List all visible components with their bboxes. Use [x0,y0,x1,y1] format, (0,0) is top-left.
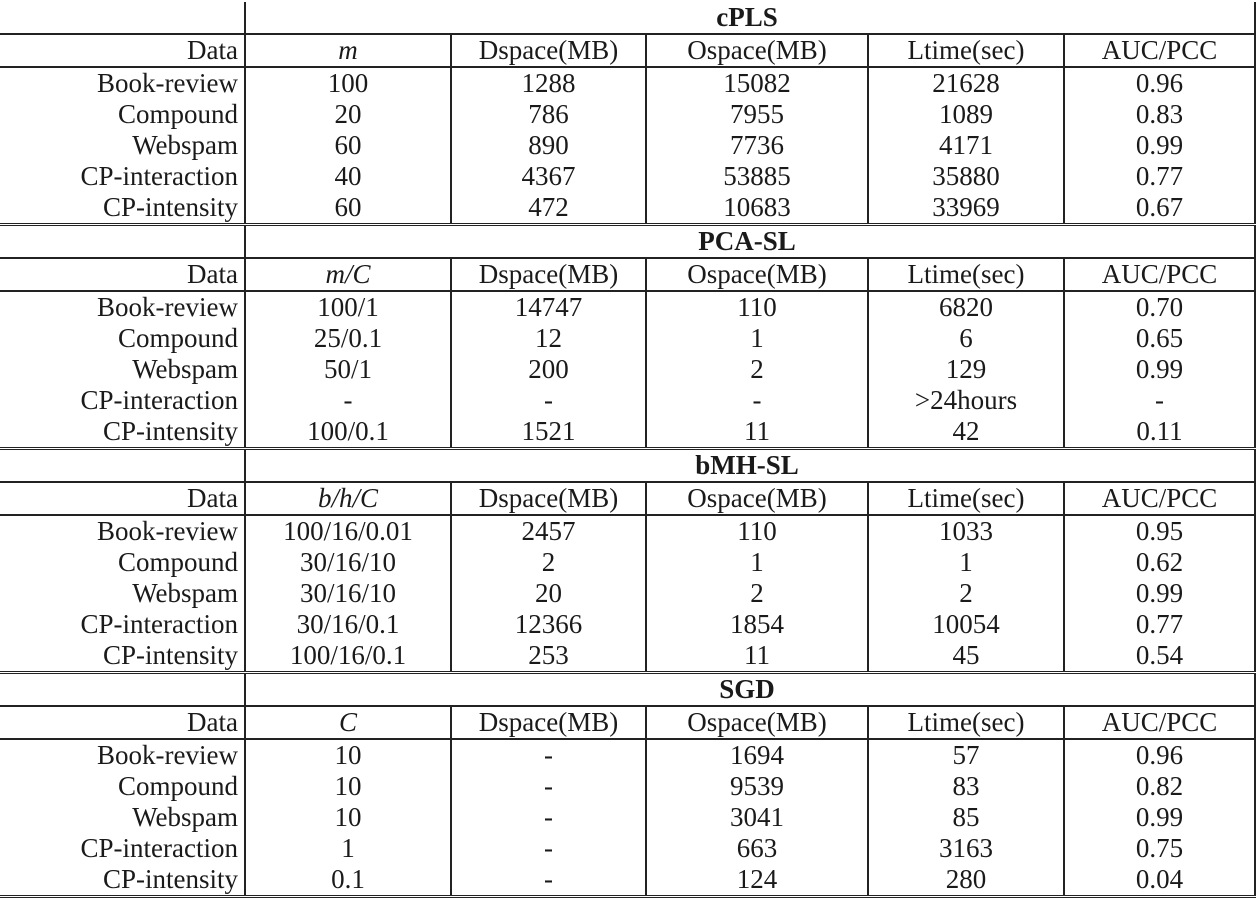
cell-auc: 0.70 [1064,291,1255,323]
cell-ospace: 1 [646,547,868,578]
cell-param: 100 [245,67,451,99]
table-row [0,385,1255,416]
cell-auc: 0.83 [1064,99,1255,130]
header-param: m/C [245,258,451,291]
header-auc: AUC/PCC [1064,482,1255,515]
section-title-row [0,449,1255,483]
cell-ltime: 10054 [868,609,1064,640]
table-row [0,640,1255,673]
header-param: m [245,34,451,67]
cell-dspace: 2457 [451,515,646,547]
column-header-row [0,258,1255,291]
cell-ospace: 53885 [646,161,868,192]
header-ospace: Ospace(MB) [646,482,868,515]
table-row [0,864,1255,897]
cell-auc: - [1064,385,1255,416]
cell-data: Compound [0,99,245,130]
cell-auc: 0.99 [1064,130,1255,161]
cell-param: 60 [245,192,451,225]
cell-dspace: - [451,771,646,802]
cell-data: Book-review [0,739,245,771]
table-row [0,547,1255,578]
cell-ltime: 129 [868,354,1064,385]
table-row [0,354,1255,385]
cell-ospace: 3041 [646,802,868,833]
table-row [0,161,1255,192]
cell-ltime: 57 [868,739,1064,771]
section-title-row [0,2,1255,34]
cell-dspace: - [451,864,646,897]
cell-data: Book-review [0,291,245,323]
cell-auc: 0.96 [1064,67,1255,99]
cell-param: 100/16/0.1 [245,640,451,673]
results-table [0,2,1256,898]
cell-param: 100/1 [245,291,451,323]
cell-param: 60 [245,130,451,161]
cell-auc: 0.62 [1064,547,1255,578]
table-row [0,609,1255,640]
section-method-title [245,673,1255,707]
cell-dspace: 14747 [451,291,646,323]
column-header-row [0,706,1255,739]
cell-auc: 0.82 [1064,771,1255,802]
header-dspace: Dspace(MB) [451,34,646,67]
cell-data: CP-interaction [0,385,245,416]
cell-ospace: 1 [646,323,868,354]
cell-dspace: - [451,739,646,771]
cell-auc: 0.96 [1064,739,1255,771]
cell-param: 1 [245,833,451,864]
section-title-spacer [0,225,245,259]
cell-ospace: 10683 [646,192,868,225]
cell-ltime: 6 [868,323,1064,354]
cell-ltime: 35880 [868,161,1064,192]
cell-auc: 0.65 [1064,323,1255,354]
cell-ospace: 9539 [646,771,868,802]
cell-dspace: 253 [451,640,646,673]
cell-dspace: - [451,385,646,416]
cell-data: CP-interaction [0,161,245,192]
cell-dspace: 472 [451,192,646,225]
method-name: PCA-SL [698,226,796,256]
table-row [0,291,1255,323]
header-auc: AUC/PCC [1064,258,1255,291]
method-name: bMH-SL [695,450,799,480]
cell-ospace: 124 [646,864,868,897]
cell-ltime: 6820 [868,291,1064,323]
section-title-row [0,673,1255,707]
header-data: Data [0,706,245,739]
cell-data: CP-interaction [0,833,245,864]
cell-ospace: - [646,385,868,416]
section-title-spacer [0,673,245,707]
cell-ospace: 1694 [646,739,868,771]
cell-auc: 0.54 [1064,640,1255,673]
cell-param: 30/16/0.1 [245,609,451,640]
table-row [0,515,1255,547]
cell-data: Compound [0,771,245,802]
cell-ltime: 1033 [868,515,1064,547]
cell-auc: 0.04 [1064,864,1255,897]
table-row [0,130,1255,161]
cell-data: CP-intensity [0,864,245,897]
cell-auc: 0.99 [1064,802,1255,833]
cell-ltime: 85 [868,802,1064,833]
cell-dspace: - [451,802,646,833]
header-ltime: Ltime(sec) [868,258,1064,291]
cell-data: Book-review [0,67,245,99]
cell-ltime: 3163 [868,833,1064,864]
cell-dspace: 1288 [451,67,646,99]
cell-dspace: 20 [451,578,646,609]
cell-param: 10 [245,771,451,802]
cell-ospace: 2 [646,578,868,609]
cell-param: 10 [245,739,451,771]
section-method-title [245,449,1255,483]
section-title-spacer [0,2,245,34]
cell-auc: 0.11 [1064,416,1255,449]
cell-ltime: 33969 [868,192,1064,225]
cell-ltime: 2 [868,578,1064,609]
table-row [0,578,1255,609]
cell-ospace: 11 [646,416,868,449]
cell-ospace: 110 [646,515,868,547]
cell-param: 50/1 [245,354,451,385]
cell-ospace: 7955 [646,99,868,130]
cell-data: CP-intensity [0,640,245,673]
cell-param: 30/16/10 [245,578,451,609]
header-auc: AUC/PCC [1064,34,1255,67]
section-method-title [245,2,1255,34]
results-table-body [0,2,1255,897]
section-title-spacer [0,449,245,483]
header-ospace: Ospace(MB) [646,258,868,291]
cell-ltime: 1 [868,547,1064,578]
cell-ospace: 663 [646,833,868,864]
table-row [0,192,1255,225]
cell-dspace: 786 [451,99,646,130]
cell-data: Book-review [0,515,245,547]
cell-ospace: 11 [646,640,868,673]
cell-ospace: 15082 [646,67,868,99]
header-data: Data [0,258,245,291]
cell-param: 40 [245,161,451,192]
column-header-row [0,482,1255,515]
cell-param: 100/0.1 [245,416,451,449]
cell-data: Webspam [0,802,245,833]
header-ospace: Ospace(MB) [646,34,868,67]
header-ltime: Ltime(sec) [868,706,1064,739]
cell-ltime: 1089 [868,99,1064,130]
cell-auc: 0.75 [1064,833,1255,864]
cell-data: Compound [0,323,245,354]
header-dspace: Dspace(MB) [451,258,646,291]
cell-dspace: - [451,833,646,864]
header-ltime: Ltime(sec) [868,34,1064,67]
header-ospace: Ospace(MB) [646,706,868,739]
table-row [0,771,1255,802]
cell-data: CP-intensity [0,416,245,449]
header-auc: AUC/PCC [1064,706,1255,739]
cell-dspace: 890 [451,130,646,161]
header-param: C [245,706,451,739]
table-row [0,323,1255,354]
header-data: Data [0,34,245,67]
section-title-row [0,225,1255,259]
cell-dspace: 12366 [451,609,646,640]
cell-auc: 0.77 [1064,609,1255,640]
cell-ltime: 83 [868,771,1064,802]
cell-param: 0.1 [245,864,451,897]
cell-param: 30/16/10 [245,547,451,578]
cell-auc: 0.99 [1064,354,1255,385]
cell-ospace: 7736 [646,130,868,161]
cell-dspace: 1521 [451,416,646,449]
cell-data: Webspam [0,354,245,385]
table-row [0,99,1255,130]
cell-dspace: 4367 [451,161,646,192]
cell-data: CP-intensity [0,192,245,225]
cell-ltime: 21628 [868,67,1064,99]
cell-data: Compound [0,547,245,578]
table-row [0,67,1255,99]
method-name: SGD [719,674,775,704]
table-row [0,802,1255,833]
cell-dspace: 200 [451,354,646,385]
cell-ltime: 42 [868,416,1064,449]
column-header-row [0,34,1255,67]
header-ltime: Ltime(sec) [868,482,1064,515]
cell-data: Webspam [0,578,245,609]
cell-auc: 0.99 [1064,578,1255,609]
table-row [0,739,1255,771]
cell-dspace: 12 [451,323,646,354]
cell-param: - [245,385,451,416]
cell-dspace: 2 [451,547,646,578]
method-name: cPLS [716,2,778,32]
header-data: Data [0,482,245,515]
cell-auc: 0.95 [1064,515,1255,547]
header-param: b/h/C [245,482,451,515]
cell-ospace: 2 [646,354,868,385]
header-dspace: Dspace(MB) [451,706,646,739]
cell-ospace: 110 [646,291,868,323]
cell-ospace: 1854 [646,609,868,640]
cell-ltime: >24hours [868,385,1064,416]
table-row [0,416,1255,449]
cell-param: 100/16/0.01 [245,515,451,547]
table-row [0,833,1255,864]
cell-auc: 0.77 [1064,161,1255,192]
cell-ltime: 45 [868,640,1064,673]
cell-param: 20 [245,99,451,130]
cell-auc: 0.67 [1064,192,1255,225]
cell-param: 25/0.1 [245,323,451,354]
cell-param: 10 [245,802,451,833]
header-dspace: Dspace(MB) [451,482,646,515]
cell-data: CP-interaction [0,609,245,640]
cell-ltime: 280 [868,864,1064,897]
section-method-title [245,225,1255,259]
cell-data: Webspam [0,130,245,161]
cell-ltime: 4171 [868,130,1064,161]
